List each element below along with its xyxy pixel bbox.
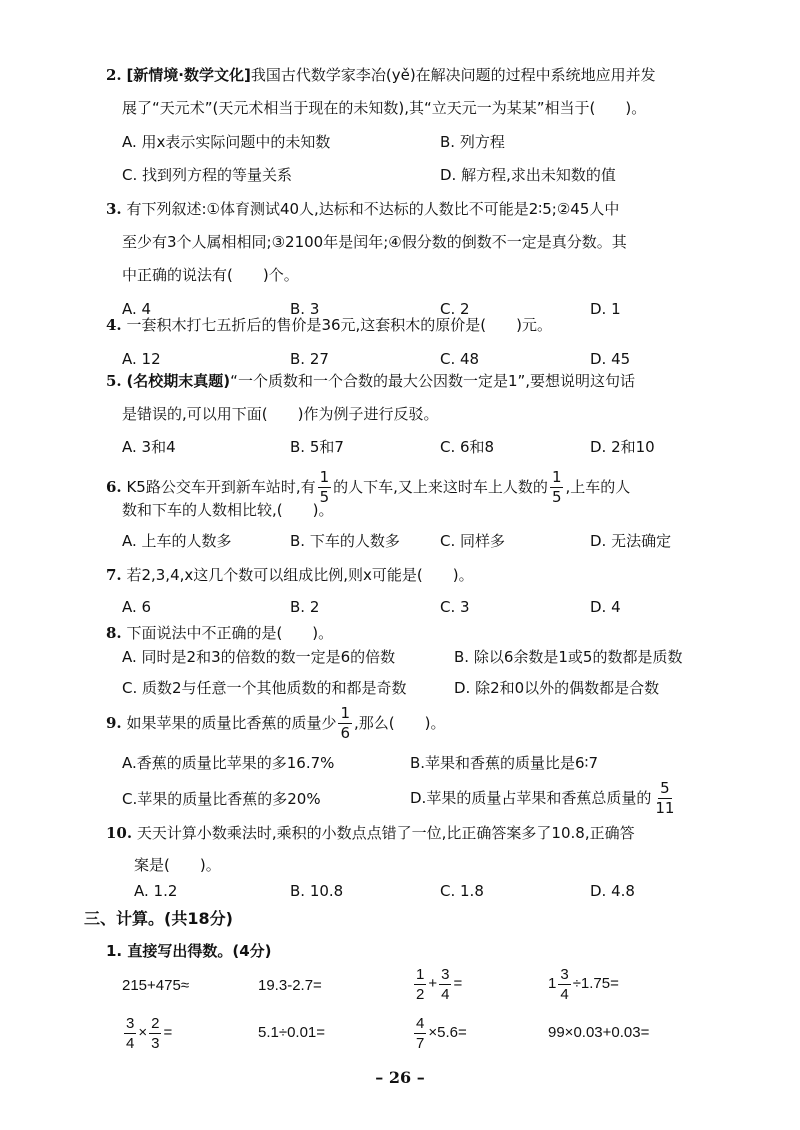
q2-option-d[interactable]: D. 解方程,求出未知数的值 — [440, 166, 616, 184]
q10-option-c[interactable]: C. 1.8 — [440, 882, 484, 900]
q6-text3: ,上车的人 — [565, 478, 631, 496]
q6-option-a[interactable]: A. 上车的人数多 — [122, 532, 232, 550]
q6-option-b[interactable]: B. 下车的人数多 — [290, 532, 400, 550]
q6-fraction-2: $\frac{1}{5}$ — [551, 468, 562, 506]
q5-option-d[interactable]: D. 2和10 — [590, 438, 655, 456]
q3-option-b[interactable]: B. 3 — [290, 300, 320, 318]
q9-text2: ,那么( )。 — [354, 714, 446, 732]
q6-text2: 的人下车,又上来这时车上人数的 — [333, 478, 548, 496]
q8-option-b[interactable]: B. 除以6余数是1或5的数都是质数 — [454, 648, 683, 666]
q9-option-b[interactable]: B.苹果和香蕉的质量比是6∶7 — [410, 754, 599, 772]
q9-option-d[interactable] — [410, 778, 678, 818]
q6-option-c[interactable]: C. 同样多 — [440, 532, 506, 550]
q4-option-a[interactable]: A. 12 — [122, 350, 161, 368]
q4-text1: 一套积木打七五折后的售价是36元,这套积木的原价是( )元。 — [126, 316, 553, 334]
q10-option-d[interactable]: D. 4.8 — [590, 882, 635, 900]
q6-line2: 数和下车的人数相比较,( )。 — [122, 501, 334, 519]
q9-option-a[interactable]: A.香蕉的质量比苹果的多16.7% — [122, 754, 335, 772]
q7-option-b[interactable]: B. 2 — [290, 598, 320, 616]
expr-5: $\frac{3}{4}$ × $\frac{2}{3}$ = — [126, 1014, 173, 1052]
q4-option-d[interactable]: D. 45 — [590, 350, 631, 368]
q10-number: 10. — [106, 824, 133, 842]
q9-number: 9. — [106, 714, 122, 732]
q4-row — [106, 314, 552, 336]
expr-3: $\frac{1}{2}$ + $\frac{3}{4}$ = — [416, 965, 463, 1003]
expr-5-fraction-1: $\frac{3}{4}$ — [126, 1014, 135, 1052]
q8-number: 8. — [106, 624, 122, 642]
q7-option-a[interactable]: A. 6 — [122, 598, 152, 616]
q2-option-b[interactable]: B. 列方程 — [440, 133, 505, 151]
q3-option-c[interactable]: C. 2 — [440, 300, 470, 318]
q9-option-d-fraction: $\frac{5}{11}$ — [655, 779, 675, 817]
q2-text1: 我国古代数学家李冶(yě)在解决问题的过程中系统地应用并发 — [250, 66, 656, 84]
expr-8: 99×0.03+0.03= — [548, 1024, 650, 1041]
q9-option-c[interactable]: C.苹果的质量比香蕉的多20% — [122, 790, 321, 808]
q5-line2: 是错误的,可以用下面( )作为例子进行反驳。 — [122, 405, 439, 423]
q5-tag: (名校期末真题) — [126, 372, 231, 390]
q5-option-a[interactable]: A. 3和4 — [122, 438, 176, 456]
q2-line1 — [106, 64, 656, 86]
expr-5-fraction-2: $\frac{2}{3}$ — [151, 1014, 160, 1052]
expr-6: 5.1÷0.01= — [258, 1024, 326, 1041]
q7-option-d[interactable]: D. 4 — [590, 598, 621, 616]
q6-text1: K5路公交车开到新车站时,有 — [126, 478, 316, 496]
q2-line2: 展了“天元术”(天元术相当于现在的未知数),其“立天元一为某某”相当于( )。 — [122, 99, 647, 117]
q10-line1 — [106, 822, 635, 844]
q3-line1 — [106, 198, 619, 220]
q8-line1 — [106, 622, 333, 644]
q8-option-a[interactable]: A. 同时是2和3的倍数的数一定是6的倍数 — [122, 648, 396, 666]
q6-option-d[interactable]: D. 无法确定 — [590, 532, 672, 550]
q9-line1 — [106, 703, 446, 743]
q8-option-d[interactable]: D. 除2和0以外的偶数都是合数 — [454, 679, 660, 697]
q10-line2: 案是( )。 — [134, 856, 221, 874]
q4-number: 4. — [106, 316, 122, 334]
expr-4-fraction: $\frac{3}{4}$ — [560, 965, 569, 1003]
q7-text1: 若2,3,4,x这几个数可以组成比例,则x可能是( )。 — [126, 566, 474, 584]
q6-fraction-1: $\frac{1}{5}$ — [319, 468, 330, 506]
q6-number: 6. — [106, 478, 122, 496]
q9-fraction: $\frac{1}{6}$ — [340, 704, 351, 742]
expr-3-fraction-2: $\frac{3}{4}$ — [441, 965, 450, 1003]
q7-number: 7. — [106, 566, 122, 584]
q4-option-c[interactable]: C. 48 — [440, 350, 480, 368]
q5-line1 — [106, 370, 635, 392]
q7-option-c[interactable]: C. 3 — [440, 598, 470, 616]
q9-option-d-text: D.苹果的质量占苹果和香蕉总质量的 — [410, 789, 652, 807]
expr-7: $\frac{4}{7}$ ×5.6= — [416, 1014, 467, 1052]
q5-number: 5. — [106, 372, 122, 390]
q5-option-b[interactable]: B. 5和7 — [290, 438, 344, 456]
q8-text1: 下面说法中不正确的是( )。 — [126, 624, 334, 642]
page-number: – 26 – — [375, 1068, 425, 1087]
section-3-subtitle: 1. 直接写出得数。(4分) — [106, 942, 272, 960]
q2-number: 2. — [106, 66, 122, 84]
q5-text1: “一个质数和一个合数的最大公因数一定是1”,要想说明这句话 — [230, 372, 636, 390]
q10-option-a[interactable]: A. 1.2 — [134, 882, 178, 900]
expr-2: 19.3-2.7= — [258, 977, 322, 994]
expr-1: 215+475≈ — [122, 977, 190, 994]
q2-tag: [新情境·数学文化] — [126, 66, 251, 84]
q3-option-a[interactable]: A. 4 — [122, 300, 152, 318]
q7-line1 — [106, 564, 474, 586]
q4-option-b[interactable]: B. 27 — [290, 350, 329, 368]
expr-7-fraction: $\frac{4}{7}$ — [416, 1014, 425, 1052]
q3-text1: 有下列叙述:①体育测试40人,达标和不达标的人数比不可能是2∶5;②45人中 — [126, 200, 620, 218]
q3-number: 3. — [106, 200, 122, 218]
q3-line2: 至少有3个人属相相同;③2100年是闰年;④假分数的倒数不一定是真分数。其 — [122, 233, 627, 251]
section-3-title: 三、计算。(共18分) — [84, 909, 233, 928]
q5-option-c[interactable]: C. 6和8 — [440, 438, 495, 456]
q10-text1: 天天计算小数乘法时,乘积的小数点点错了一位,比正确答案多了10.8,正确答 — [136, 824, 635, 842]
q2-option-a[interactable]: A. 用x表示实际问题中的未知数 — [122, 133, 331, 151]
q3-line3: 中正确的说法有( )个。 — [122, 266, 299, 284]
expr-4: 1 $\frac{3}{4}$ ÷1.75= — [548, 965, 619, 1003]
q8-option-c[interactable]: C. 质数2与任意一个其他质数的和都是奇数 — [122, 679, 407, 697]
expr-3-fraction-1: $\frac{1}{2}$ — [416, 965, 425, 1003]
q2-option-c[interactable]: C. 找到列方程的等量关系 — [122, 166, 293, 184]
q10-option-b[interactable]: B. 10.8 — [290, 882, 344, 900]
q3-option-d[interactable]: D. 1 — [590, 300, 621, 318]
q9-text1: 如果苹果的质量比香蕉的质量少 — [126, 714, 337, 732]
